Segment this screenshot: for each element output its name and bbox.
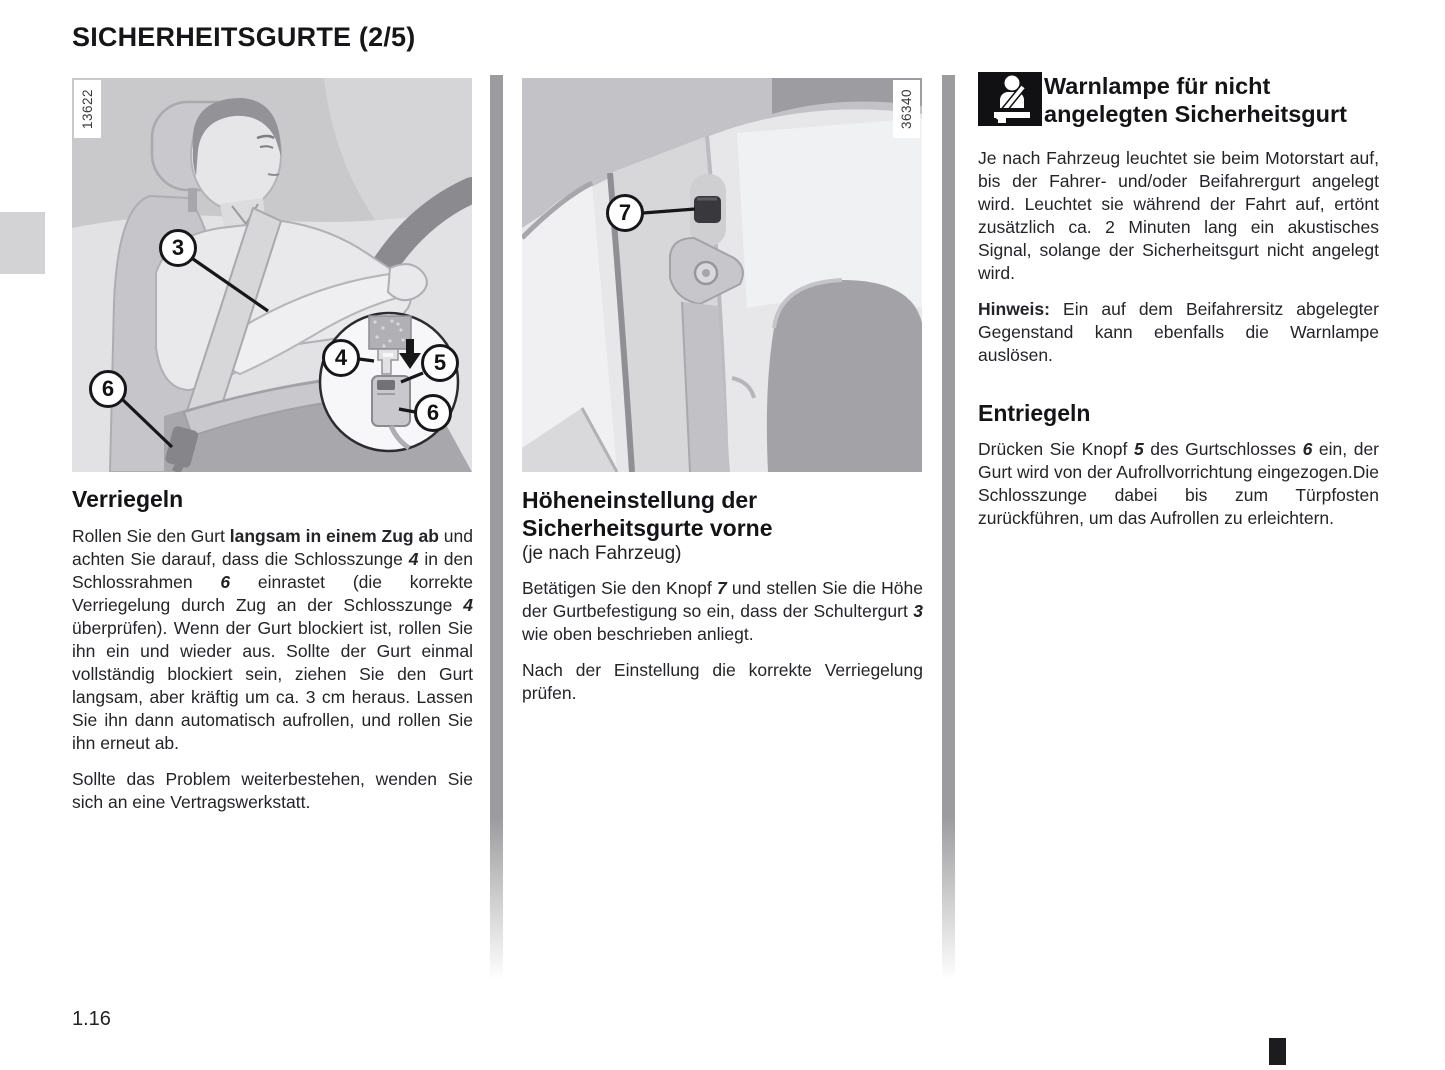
warnlampe-heading-line1: Warnlampe für nicht <box>1044 73 1271 99</box>
callout-height-adjuster-7: 7 <box>606 194 644 232</box>
warnlampe-header <box>978 72 1379 128</box>
warnlampe-paragraph-hinweis: Hinweis: Ein auf dem Beifahrersitz abgelegter Gegenstand kann ebenfalls die Warnlampe auslösen. <box>978 299 1379 365</box>
hoeheneinstellung-subtitle: (je nach Fahrzeug) <box>522 543 682 564</box>
entriegeln-heading: Entriegeln <box>978 400 1091 426</box>
figure-driver-seatbelt <box>72 78 472 472</box>
column-divider <box>942 75 955 980</box>
verriegeln-paragraph-1: Rollen Sie den Gurt langsam in einem Zug ab und achten Sie darauf, dass die Schlosszunge 4 in den Schlossrahmen 6 einrastet (die korrekte Verriegelung durch Zug an der Schlosszunge 4 überprüfen). Wenn der Gurt blockiert ist, rollen Sie ihn ein und wieder aus. Sollte der Gurt einmal vollständig blockiert sein, ziehen Sie den Gurt langsam, aber kräftig um ca. 3 cm heraus. Lassen Sie ihn dann automatisch aufrollen, und rollen Sie ihn erneut ab. <box>72 526 473 753</box>
warnlampe-heading <box>1044 72 1347 128</box>
column-warnlampe <box>978 72 1379 543</box>
column-hoeheneinstellung <box>522 486 923 718</box>
column-divider <box>490 75 503 980</box>
callout-tongue-4: 4 <box>322 339 360 377</box>
callout-buckle-6: 6 <box>89 370 127 408</box>
hoeheneinstellung-paragraph-1: Betätigen Sie den Knopf 7 und stellen Sie die Höhe der Gurtbefestigung so ein, dass der Schultergurt 3 wie oben beschrieben anliegt. <box>522 578 923 644</box>
figure-belt-height-adjuster <box>522 78 922 472</box>
driver-seatbelt-illustration <box>72 78 472 472</box>
warnlampe-heading-line2: angelegten Sicherheitsgurt <box>1044 101 1347 127</box>
verriegeln-heading: Verriegeln <box>72 486 184 512</box>
verriegeln-paragraph-2: Sollte das Problem weiterbestehen, wenden Sie sich an eine Vertragswerkstatt. <box>72 769 473 812</box>
column-verriegeln <box>72 486 473 827</box>
page-title: SICHERHEITSGURTE (2/5) <box>72 22 416 52</box>
figure-number-label: 36340 <box>893 80 920 138</box>
callout-shoulder-belt-3: 3 <box>159 229 197 267</box>
figure-number-label: 13622 <box>74 80 101 138</box>
entriegeln-paragraph-1: Drücken Sie Knopf 5 des Gurtschlosses 6 ein, der Gurt wird von der Aufrollvorrichtung eingezogen.Die Schlosszunge dabei bis zum Türpfosten zurückführen, um das Aufrollen zu erleichtern. <box>978 439 1380 528</box>
hoeheneinstellung-paragraph-2: Nach der Einstellung die korrekte Verriegelung prüfen. <box>522 660 923 703</box>
seatbelt-warning-icon <box>978 72 1042 126</box>
hoeheneinstellung-heading-line2: Sicherheitsgurte vorne <box>522 515 773 541</box>
hoeheneinstellung-heading-line1: Höheneinstellung der <box>522 487 758 513</box>
belt-height-adjuster-illustration <box>522 78 922 472</box>
callout-buckle-inset-6: 6 <box>414 394 452 432</box>
warnlampe-paragraph-1: Je nach Fahrzeug leuchtet sie beim Motorstart auf, bis der Fahrer- und/oder Beifahrergurt angelegt wird. Leuchtet sie während der Fahrt auf, ertönt zusätzlich ca. 2 Minuten lang ein akustisches Signal, solange der Sicherheitsgurt nicht angelegt wird. <box>978 148 1379 283</box>
page-number: 1.16 <box>72 1008 111 1030</box>
section-tab-marker <box>0 212 45 274</box>
callout-release-button-5: 5 <box>421 344 459 382</box>
print-registration-mark <box>1269 1038 1286 1065</box>
